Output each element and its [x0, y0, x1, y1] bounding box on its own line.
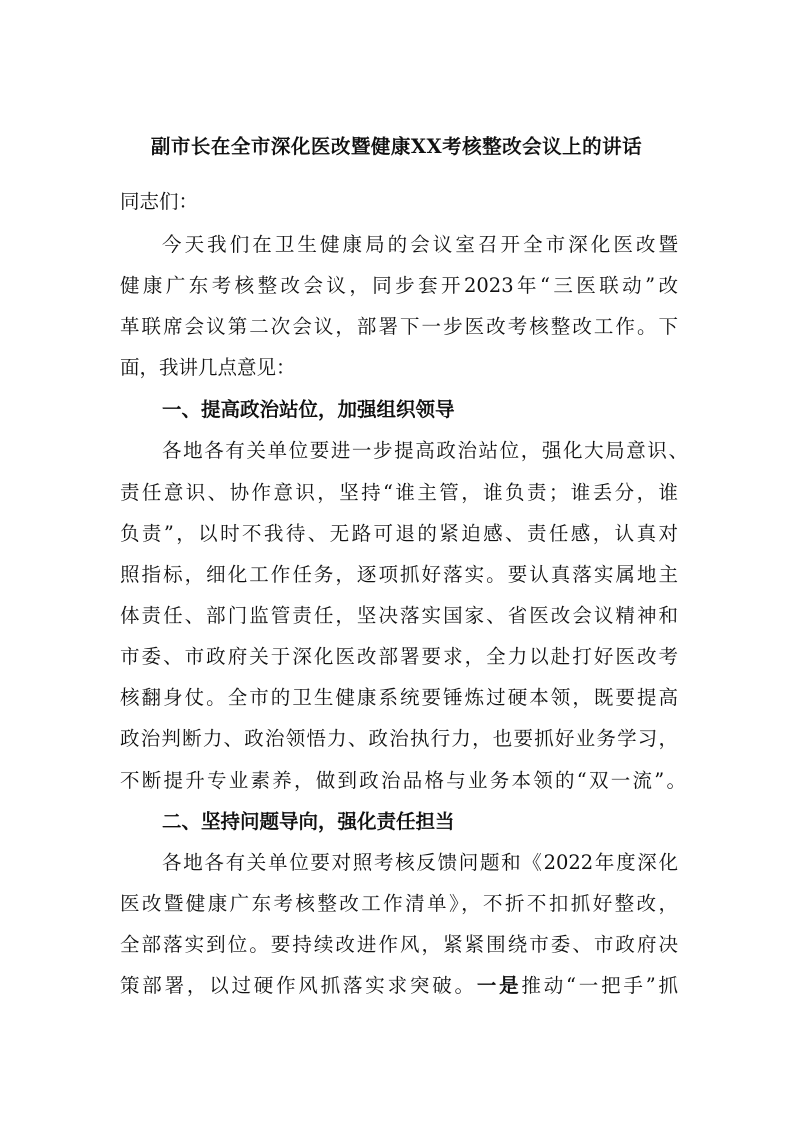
section-heading-1: 一、提高政治站位，加强组织领导 — [162, 398, 455, 421]
text-line: 不断提升专业素养，做到政治品格与业务本领的“双一流”。 — [120, 769, 686, 792]
text-segment: 推动“一把手”抓 — [521, 974, 678, 997]
text-line: 各地各有关单位要对照考核反馈问题和《2022年度深化 — [162, 851, 678, 874]
text-line: 革联席会议第二次会议，部署下一步医改考核整改工作。下 — [120, 315, 678, 338]
salutation: 同志们： — [120, 190, 199, 213]
text-line: 照指标，细化工作任务，逐项抓好落实。要认真落实属地主 — [120, 563, 678, 586]
text-line: 核翻身仗。全市的卫生健康系统要锤炼过硬本领，既要提高 — [120, 686, 678, 709]
text-line: 各地各有关单位要进一步提高政治站位，强化大局意识、 — [162, 439, 688, 462]
text-line: 面，我讲几点意见： — [120, 356, 296, 379]
section-heading-2: 二、坚持问题导向，强化责任担当 — [162, 810, 455, 833]
text-line: 健康广东考核整改会议，同步套开2023年“三医联动”改 — [120, 274, 678, 297]
emphasis-text: 一是 — [476, 974, 522, 997]
text-line: 体责任、部门监管责任，坚决落实国家、省医改会议精神和 — [120, 604, 678, 627]
text-line — [120, 973, 678, 999]
document-title: 副市长在全市深化医改暨健康XX考核整改会议上的讲话 — [150, 135, 643, 158]
text-line: 医改暨健康广东考核整改工作清单》，不折不扣抓好整改， — [120, 892, 678, 915]
text-line: 责任意识、协作意识，坚持“谁主管，谁负责；谁丢分，谁 — [120, 481, 678, 504]
text-line: 负责”，以时不我待、无路可退的紧迫感、责任感，认真对 — [120, 522, 678, 545]
text-line: 政治判断力、政治领悟力、政治执行力，也要抓好业务学习， — [120, 727, 678, 750]
text-line: 市委、市政府关于深化医改部署要求，全力以赴打好医改考 — [120, 645, 678, 668]
text-line: 今天我们在卫生健康局的会议室召开全市深化医改暨 — [162, 233, 678, 256]
text-segment: 策部署，以过硬作风抓落实求突破。 — [120, 974, 477, 997]
text-line: 全部落实到位。要持续改进作风，紧紧围绕市委、市政府决 — [120, 933, 678, 956]
